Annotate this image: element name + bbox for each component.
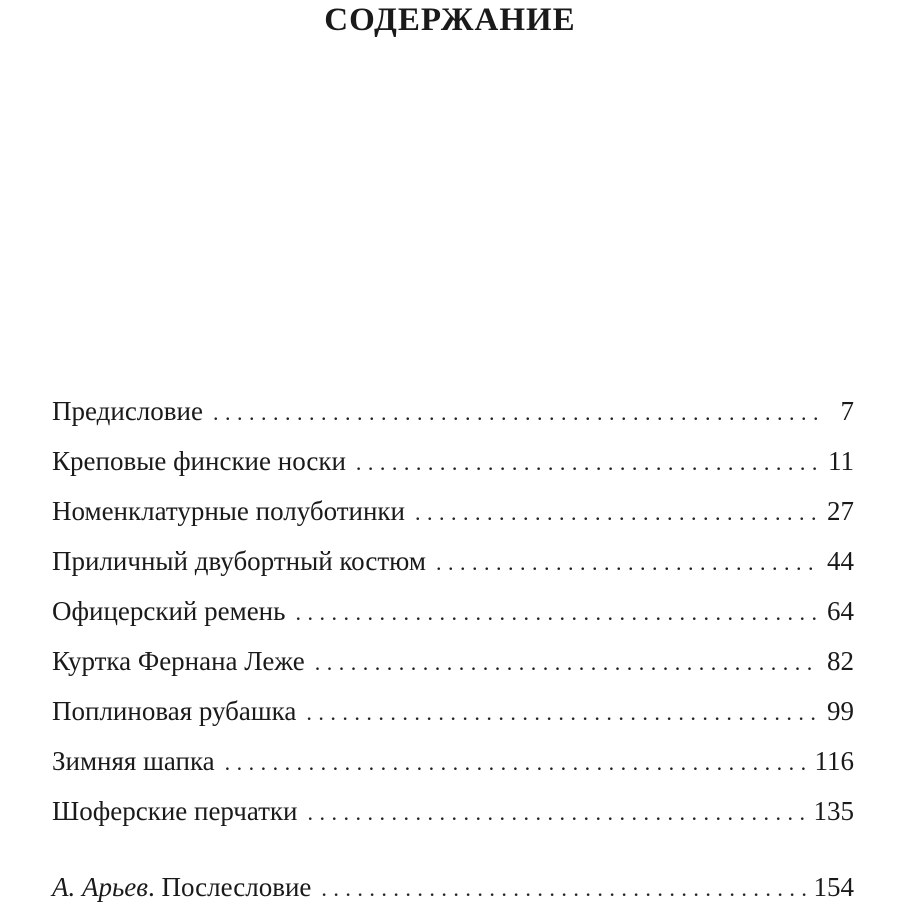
- toc-entry-jacket: [52, 636, 854, 686]
- toc-entry-title: Зимняя шапка: [52, 746, 215, 776]
- toc-entry-page: 82: [827, 646, 854, 676]
- afterword-author: А. Арьев: [52, 872, 148, 902]
- toc-entry-page: 64: [827, 596, 854, 626]
- dot-leader: [308, 788, 808, 838]
- dot-leader: [213, 388, 818, 438]
- toc-entry-afterword: [52, 862, 854, 912]
- toc-entry-suit: [52, 536, 854, 586]
- toc-entry-preface: [52, 386, 854, 436]
- toc-entry-title: Креповые финские носки: [52, 446, 346, 476]
- toc-entry-belt: [52, 586, 854, 636]
- dot-leader: [225, 738, 809, 788]
- toc-entry-page: 44: [827, 546, 854, 576]
- toc-entry-title: Шоферские перчатки: [52, 796, 298, 826]
- toc-entry-page: 99: [827, 696, 854, 726]
- toc-entry-title: Номенклатурные полуботинки: [52, 496, 406, 526]
- toc-entry-title: Приличный двубортный костюм: [52, 546, 427, 576]
- dot-leader: [356, 438, 818, 488]
- afterword-title: . Послесловие: [147, 872, 312, 902]
- table-of-contents: [52, 386, 854, 912]
- dot-leader: [306, 688, 818, 738]
- dot-leader: [321, 864, 807, 914]
- toc-entry-page: 7: [840, 396, 854, 426]
- toc-entry-hat: [52, 736, 854, 786]
- toc-entry-title: Поплиновая рубашка: [52, 696, 297, 726]
- toc-entry-title: Предисловие: [52, 396, 203, 426]
- toc-entry-gloves: [52, 786, 854, 836]
- toc-entry-page: 135: [813, 796, 854, 826]
- page-title: СОДЕРЖАНИЕ: [324, 2, 576, 38]
- toc-entry-title: Офицерский ремень: [52, 596, 286, 626]
- toc-entry-title: Куртка Фернана Леже: [52, 646, 305, 676]
- toc-entry-title: [52, 862, 311, 912]
- toc-entry-page: 116: [814, 746, 854, 776]
- toc-entry-page: 27: [827, 496, 854, 526]
- dot-leader: [295, 588, 818, 638]
- toc-entry-page: 154: [813, 872, 854, 902]
- dot-leader: [315, 638, 818, 688]
- section-spacer: [52, 836, 854, 862]
- dot-leader: [415, 488, 818, 538]
- toc-entry-shoes: [52, 486, 854, 536]
- toc-entry-shirt: [52, 686, 854, 736]
- toc-entry-page: 11: [828, 446, 854, 476]
- toc-entry-socks: [52, 436, 854, 486]
- dot-leader: [436, 538, 818, 588]
